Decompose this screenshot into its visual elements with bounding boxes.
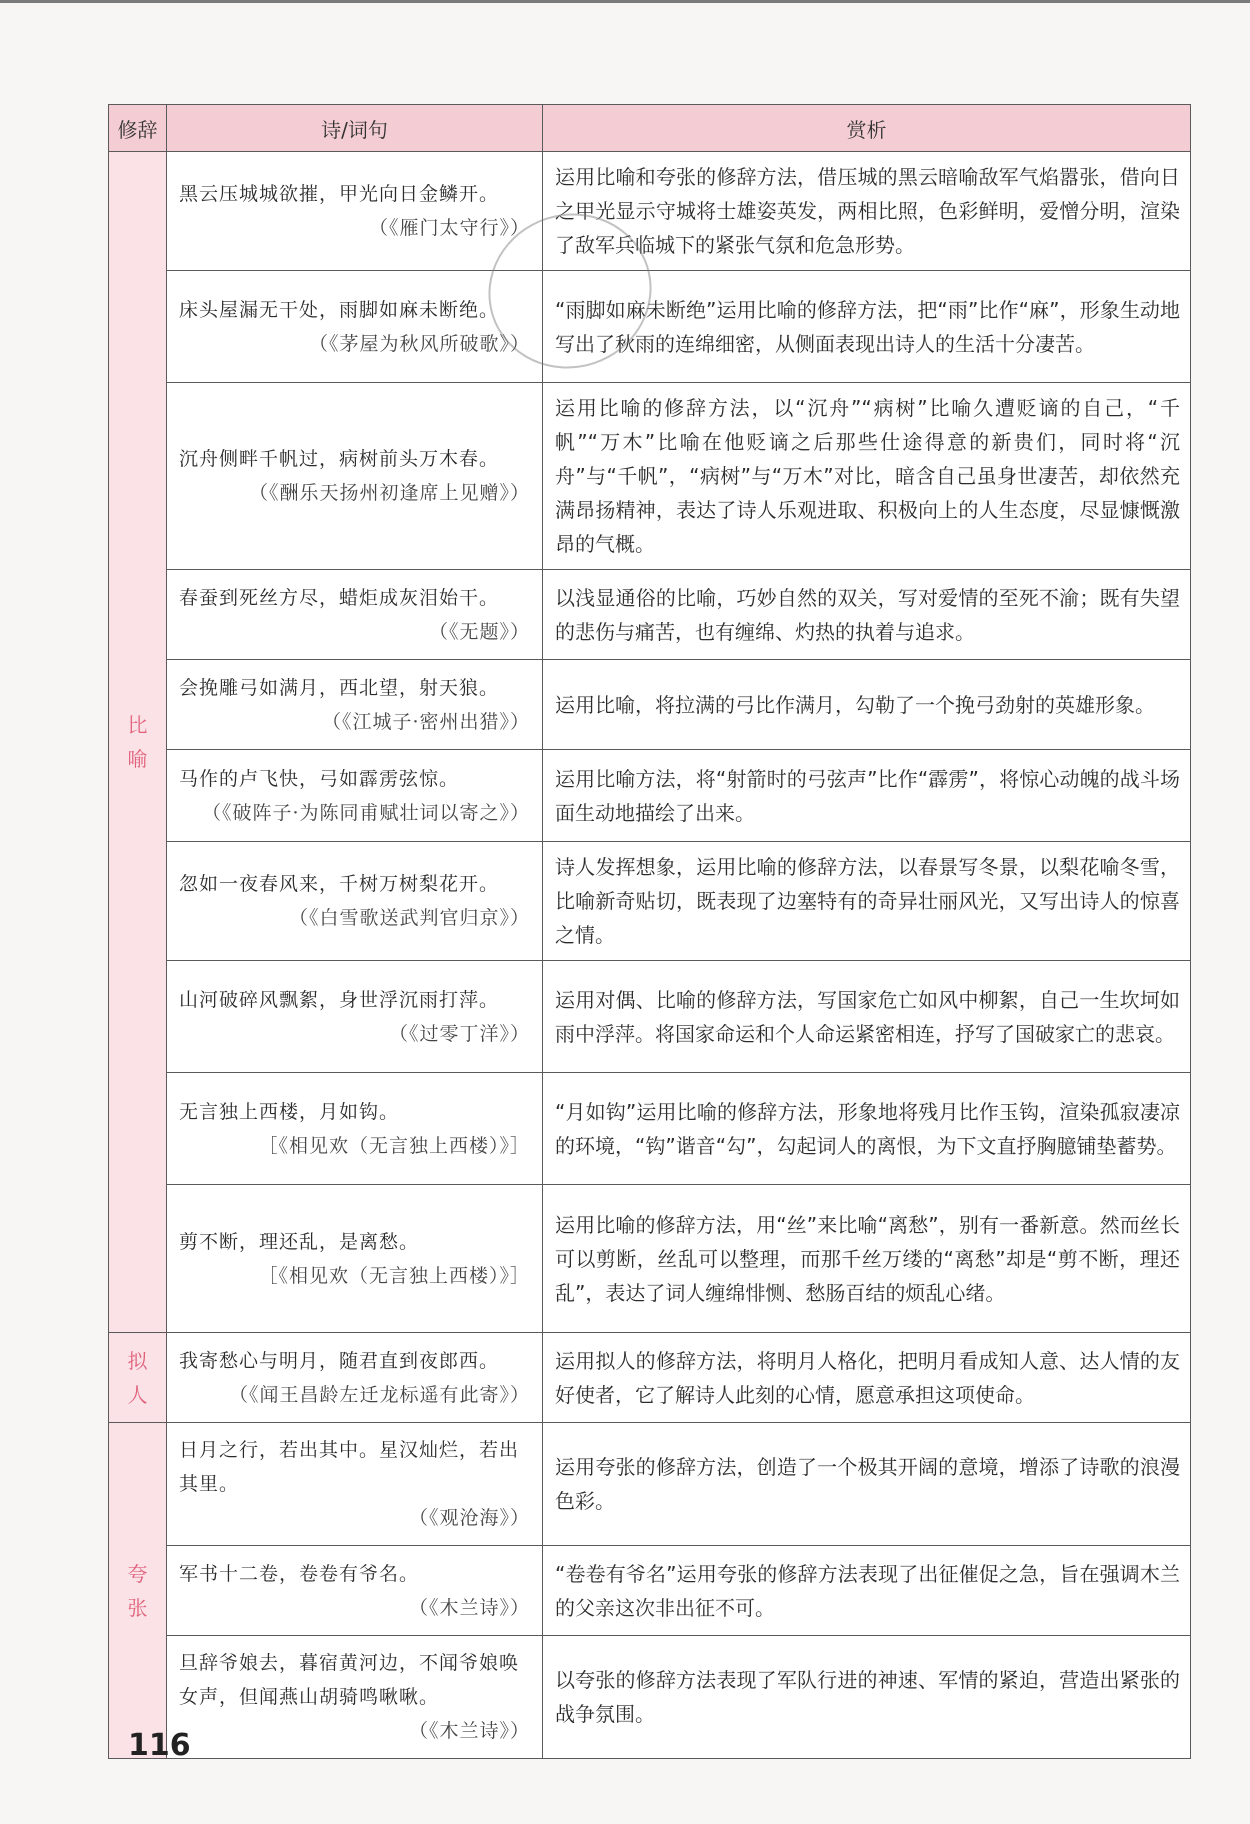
poem-cell [167, 1423, 543, 1546]
poem-line: 春蚕到死丝方尽，蜡炬成灰泪始干。 [179, 586, 500, 609]
poem-source: （《木兰诗》） [408, 1596, 530, 1619]
poem-line: 日月之行，若出其中。星汉灿烂，若出其里。 [179, 1439, 520, 1495]
poem-source: （《茅屋为秋风所破歌》） [308, 332, 530, 355]
analysis-cell: 运用比喻，将拉满的弓比作满月，勾勒了一个挽弓劲射的英雄形象。 [543, 660, 1191, 750]
analysis-cell: 运用比喻和夸张的修辞方法，借压城的黑云暗喻敌军气焰嚣张，借向日之甲光显示守城将士雄姿英发，两相比照，色彩鲜明，爱憎分明，渲染了敌军兵临城下的紧张气氛和危急形势。 [543, 152, 1191, 271]
analysis-cell: 以浅显通俗的比喻，巧妙自然的双关，写对爱情的至死不渝；既有失望的悲伤与痛苦，也有缠绵、灼热的执着与追求。 [543, 570, 1191, 660]
analysis-cell: 运用比喻的修辞方法，以“沉舟”“病树”比喻久遭贬谪的自己，“千帆”“万木”比喻在他贬谪之后那些仕途得意的新贵们，同时将“沉舟”与“千帆”，“病树”与“万木”对比，暗含自己虽身世凄苦，却依然充满昂扬精神，表达了诗人乐观进取、积极向上的人生态度，尽显慷慨激昂的气概。 [543, 383, 1191, 570]
poem-cell [167, 842, 543, 961]
analysis-cell: “卷卷有爷名”运用夸张的修辞方法表现了出征催促之急，旨在强调木兰的父亲这次非出征不可。 [543, 1546, 1191, 1636]
table-row [109, 383, 1191, 570]
table-row [109, 842, 1191, 961]
poem-source: （《闻王昌龄左迁龙标遥有此寄》） [228, 1383, 530, 1406]
table-row [109, 152, 1191, 271]
poem-line: 无言独上西楼，月如钩。 [179, 1100, 400, 1123]
poem-cell [167, 1333, 543, 1423]
analysis-cell: 诗人发挥想象，运用比喻的修辞方法，以春景写冬景，以梨花喻冬雪，比喻新奇贴切，既表现了边塞特有的奇异壮丽风光，又写出诗人的惊喜之情。 [543, 842, 1191, 961]
top-rule [0, 0, 1250, 3]
poem-source: （《观沧海》） [408, 1507, 530, 1529]
table-row [109, 1423, 1191, 1546]
poem-cell [167, 1546, 543, 1636]
poem-line: 会挽雕弓如满月，西北望，射天狼。 [179, 676, 500, 699]
poem-cell [167, 750, 543, 842]
poem-line: 沉舟侧畔千帆过，病树前头万木春。 [179, 448, 500, 470]
poem-source: ［《相见欢（无言独上西楼）》］ [258, 1134, 530, 1157]
analysis-cell: 运用比喻方法，将“射箭时的弓弦声”比作“霹雳”，将惊心动魄的战斗场面生动地描绘了出来。 [543, 750, 1191, 842]
page-number: 116 [128, 1728, 191, 1763]
header-row [109, 105, 1191, 152]
analysis-cell: 运用比喻的修辞方法，用“丝”来比喻“离愁”，别有一番新意。然而丝长可以剪断，丝乱可以整理，而那千丝万缕的“离愁”却是“剪不断，理还乱”，表达了词人缠绵悱恻、愁肠百结的烦乱心绪。 [543, 1185, 1191, 1333]
analysis-cell: 运用对偶、比喻的修辞方法，写国家危亡如风中柳絮，自己一生坎坷如雨中浮萍。将国家命运和个人命运紧密相连，抒写了国破家亡的悲哀。 [543, 961, 1191, 1073]
poem-source: （《江城子·密州出猎》） [321, 710, 530, 733]
poem-line: 旦辞爷娘去，暮宿黄河边，不闻爷娘唤女声，但闻燕山胡骑鸣啾啾。 [179, 1652, 520, 1708]
rhetoric-table [108, 104, 1191, 1759]
poem-cell [167, 660, 543, 750]
poem-cell [167, 1073, 543, 1185]
poem-source: ［《相见欢（无言独上西楼）》］ [258, 1264, 530, 1287]
category-hyperbole: 夸张 [109, 1423, 167, 1759]
poem-line: 我寄愁心与明月，随君直到夜郎西。 [179, 1349, 500, 1372]
category-personification: 拟人 [109, 1333, 167, 1423]
poem-source: （《过零丁洋》） [388, 1022, 530, 1045]
table-row [109, 1333, 1191, 1423]
poem-line: 山河破碎风飘絮，身世浮沉雨打萍。 [179, 988, 500, 1011]
poem-line: 忽如一夜春风来，千树万树梨花开。 [179, 873, 500, 895]
poem-source: （《白雪歌送武判官归京》） [288, 907, 530, 929]
table-row [109, 1073, 1191, 1185]
table-row [109, 570, 1191, 660]
poem-cell [167, 961, 543, 1073]
analysis-cell: “雨脚如麻未断绝”运用比喻的修辞方法，把“雨”比作“麻”，形象生动地写出了秋雨的连绵细密，从侧面表现出诗人的生活十分凄苦。 [543, 271, 1191, 383]
poem-line: 马作的卢飞快，弓如霹雳弦惊。 [179, 767, 460, 790]
poem-cell [167, 383, 543, 570]
poem-source: （《无题》） [428, 620, 530, 643]
poem-line: 黑云压城城欲摧，甲光向日金鳞开。 [179, 183, 500, 205]
table-row [109, 1185, 1191, 1333]
poem-cell [167, 152, 543, 271]
analysis-cell: 以夸张的修辞方法表现了军队行进的神速、军情的紧迫，营造出紧张的战争氛围。 [543, 1636, 1191, 1759]
poem-line: 床头屋漏无干处，雨脚如麻未断绝。 [179, 298, 500, 321]
table-row [109, 750, 1191, 842]
table-row [109, 1546, 1191, 1636]
header-analysis: 赏析 [543, 105, 1191, 152]
poem-line: 军书十二卷，卷卷有爷名。 [179, 1562, 420, 1585]
category-metaphor: 比喻 [109, 152, 167, 1333]
poem-source: （《木兰诗》） [408, 1720, 530, 1742]
analysis-cell: 运用夸张的修辞方法，创造了一个极其开阔的意境，增添了诗歌的浪漫色彩。 [543, 1423, 1191, 1546]
analysis-cell: “月如钩”运用比喻的修辞方法，形象地将残月比作玉钩，渲染孤寂凄凉的环境，“钩”谐音“勾”，勾起词人的离恨，为下文直抒胸臆铺垫蓄势。 [543, 1073, 1191, 1185]
analysis-cell: 运用拟人的修辞方法，将明月人格化，把明月看成知人意、达人情的友好使者，它了解诗人此刻的心情，愿意承担这项使命。 [543, 1333, 1191, 1423]
table-row [109, 660, 1191, 750]
header-rhetoric: 修辞 [109, 105, 167, 152]
poem-source: （《破阵子·为陈同甫赋壮词以寄之》） [201, 801, 530, 824]
table-row [109, 961, 1191, 1073]
table-row [109, 1636, 1191, 1759]
poem-cell [167, 570, 543, 660]
poem-cell [167, 271, 543, 383]
header-poem: 诗/词句 [167, 105, 543, 152]
poem-cell [167, 1185, 543, 1333]
poem-line: 剪不断，理还乱，是离愁。 [179, 1230, 420, 1253]
poem-source: （《雁门太守行》） [368, 217, 530, 239]
poem-cell [167, 1636, 543, 1759]
poem-source: （《酬乐天扬州初逢席上见赠》） [248, 482, 530, 504]
